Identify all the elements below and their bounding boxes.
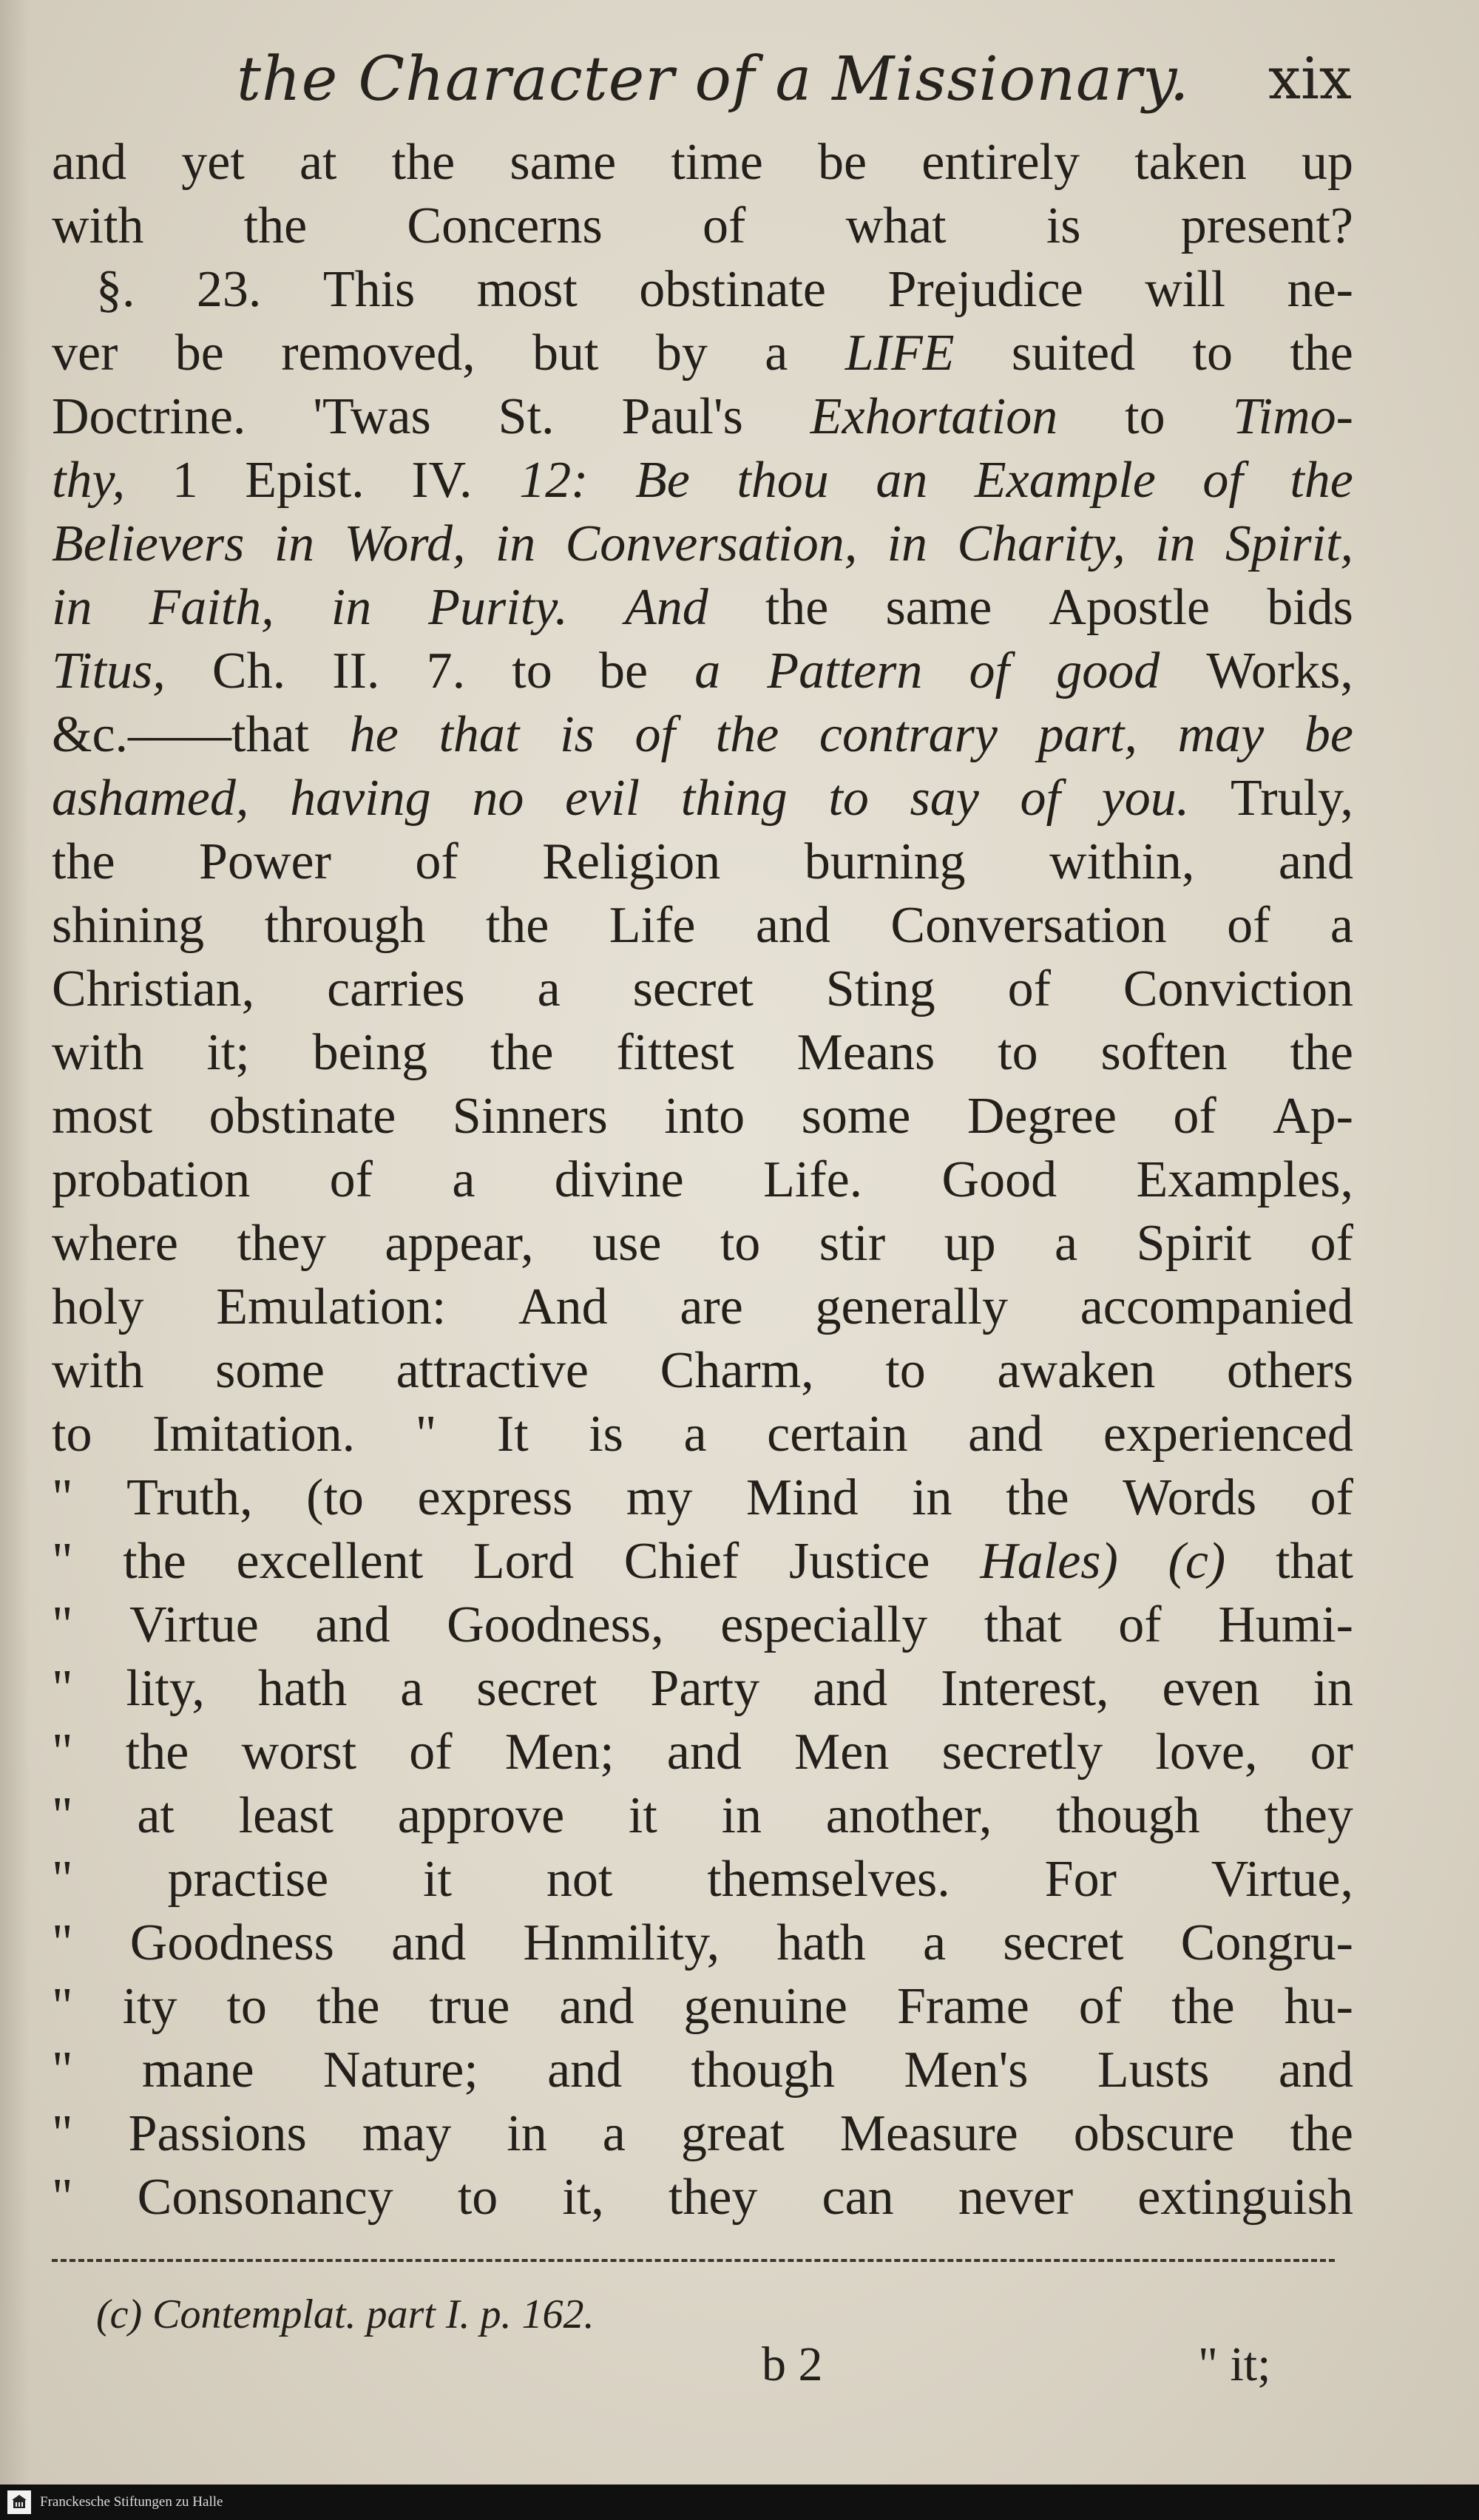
signature-mark: b 2 [762,2337,823,2391]
text-line: Titus, Ch. II. 7. to be a Pattern of good Works, [52,643,1353,700]
text-line: " the excellent Lord Chief Justice Hales) (c) that [52,1533,1353,1590]
text-line: with some attractive Charm, to awaken others [52,1342,1353,1399]
body-text [52,133,1353,2232]
text-line: §. 23. This most obstinate Prejudice will ne- [96,261,1353,318]
text-line: most obstinate Sinners into some Degree of Ap- [52,1088,1353,1145]
text-line: &c.——that he that is of the contrary part, may be [52,706,1353,763]
text-line: with it; being the fittest Means to soften the [52,1024,1353,1081]
text-line: " Virtue and Goodness, especially that of Humi- [52,1596,1353,1653]
text-line: thy, 1 Epist. IV. 12: Be thou an Example of the [52,452,1353,509]
text-line: holy Emulation: And are generally accompanied [52,1278,1353,1335]
text-line: where they appear, use to stir up a Spirit of [52,1215,1353,1272]
text-line: ashamed, having no evil thing to say of you. Truly, [52,770,1353,827]
text-line: Doctrine. 'Twas St. Paul's Exhortation to Timo- [52,388,1353,445]
footnote: (c) Contemplat. part I. p. 162. [96,2292,595,2337]
text-line: Christian, carries a secret Sting of Conviction [52,961,1353,1017]
text-line: with the Concerns of what is present? [52,197,1353,254]
text-line: " Truth, (to express my Mind in the Words of [52,1469,1353,1526]
text-line: " the worst of Men; and Men secretly love, or [52,1724,1353,1781]
page-number: xix [1268,46,1352,112]
text-line: shining through the Life and Conversation of a [52,897,1353,954]
text-line: Believers in Word, in Conversation, in Charity, in Spirit, [52,515,1353,572]
running-title: the Character of a Missionary. [237,44,1190,115]
text-line: " at least approve it in another, though they [52,1787,1353,1844]
footer-institution: Franckesche Stiftungen zu Halle [40,2494,223,2510]
text-line: the Power of Religion burning within, and [52,833,1353,890]
text-line: probation of a divine Life. Good Examples, [52,1151,1353,1208]
text-line: to Imitation. " It is a certain and experienced [52,1406,1353,1463]
text-line: " Goodness and Hnmility, hath a secret Congru- [52,1914,1353,1971]
catchword: " it; [1198,2337,1271,2391]
text-line: and yet at the same time be entirely taken up [52,134,1353,191]
archive-footer-bar [0,2485,1479,2520]
text-line: " ity to the true and genuine Frame of the hu- [52,1978,1353,2035]
text-line: in Faith, in Purity. And the same Apostle bids [52,579,1353,636]
text-line: " practise it not themselves. For Virtue, [52,1851,1353,1908]
text-line: ver be removed, but by a LIFE suited to the [52,325,1353,382]
foundation-logo-icon [7,2490,31,2514]
text-line: " lity, hath a secret Party and Interest, even in [52,1660,1353,1717]
text-line: " mane Nature; and though Men's Lusts and [52,2042,1353,2099]
footnote-rule [52,2259,1335,2262]
text-line: " Consonancy to it, they can never extinguish [52,2169,1353,2226]
text-line: " Passions may in a great Measure obscure the [52,2105,1353,2162]
page-gutter-shadow [0,0,30,2485]
